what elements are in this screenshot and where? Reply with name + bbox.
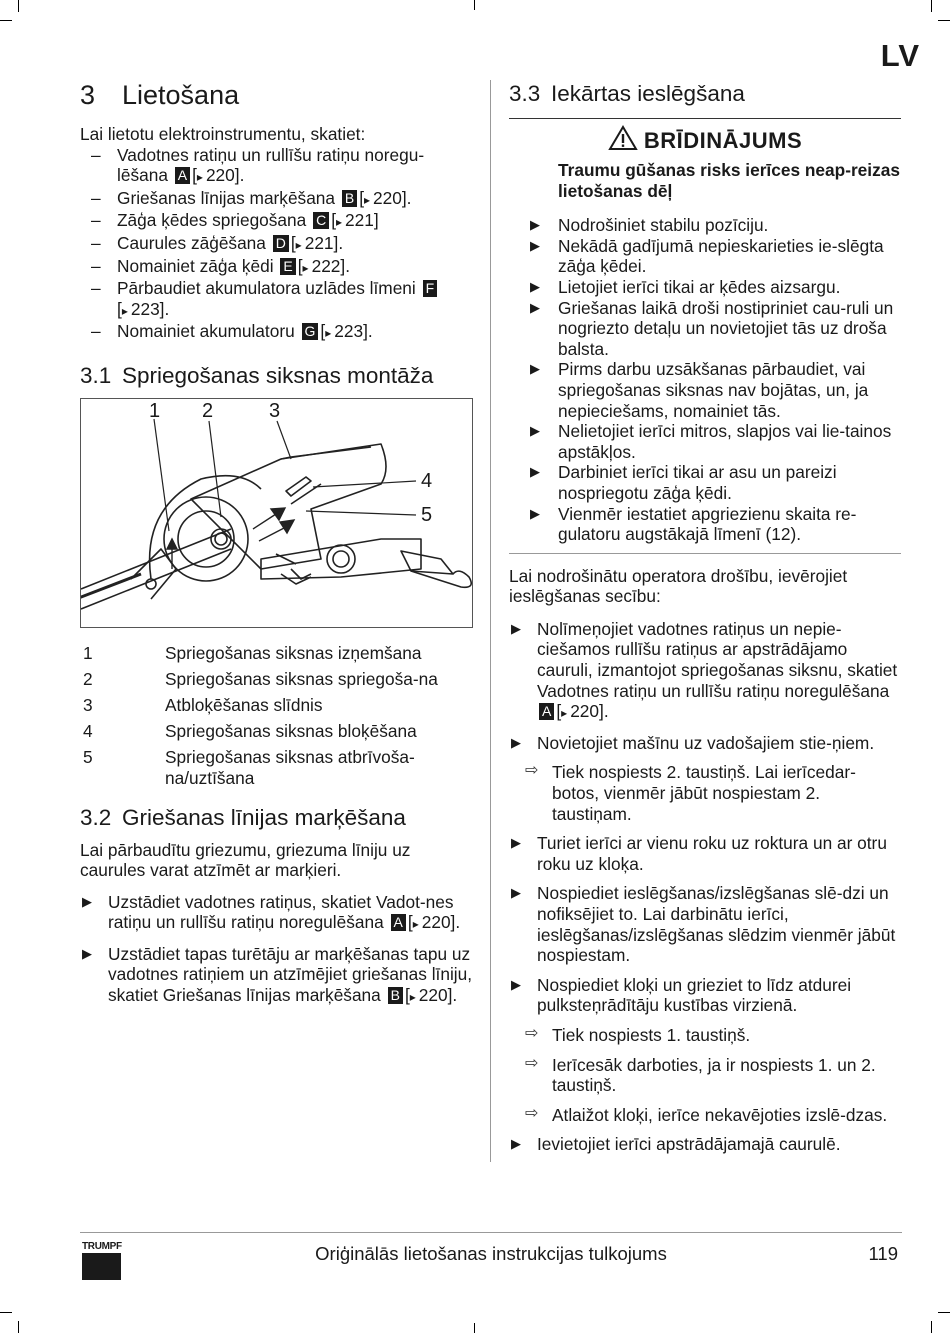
figure-label: 3 bbox=[269, 399, 281, 422]
legend-number: 2 bbox=[83, 669, 93, 690]
item-text: Nomainiet zāģa ķēdi bbox=[117, 255, 274, 276]
section-title: Lietošana bbox=[122, 80, 240, 110]
legend-number: 3 bbox=[83, 695, 93, 716]
page-reference-link[interactable]: ▸ 220]. bbox=[413, 912, 460, 932]
crop-mark bbox=[474, 1323, 475, 1333]
figure-label: 4 bbox=[421, 469, 433, 492]
page-reference-link[interactable]: ▸ 223]. bbox=[325, 321, 372, 341]
legend-number: 4 bbox=[83, 721, 93, 742]
tension-strap-figure bbox=[80, 398, 473, 628]
step-text: Uzstādiet tapas turētāju ar marķēšanas tapu uz vadotnes ratiņiem un atzīmējiet griešanas līniju, skatiet Griešanas līnijas marķēšana bbox=[108, 943, 473, 1006]
legend-number: 1 bbox=[83, 642, 93, 663]
section-title: Griešanas līnijas marķēšana bbox=[122, 804, 406, 830]
legend-row bbox=[80, 643, 473, 664]
step-text: Novietojiet mašīnu uz vadošajiem stie-ņiem. bbox=[537, 732, 875, 753]
crop-mark bbox=[931, 1321, 932, 1333]
step-text: Nolīmeņojiet vadotnes ratiņus un nepie-ciešamos rullīšu ratiņus ar apstrādājamo cauruli, izmantojot spriegošanas siksnu, skatiet Vadotnes ratiņu un rullīšu ratiņu noregulēšana bbox=[537, 618, 898, 701]
crop-mark bbox=[931, 0, 932, 12]
step-text: Nospiediet kloķi un grieziet to līdz atdurei pulksteņrādītāju kustības virzienā. bbox=[537, 974, 852, 1016]
warning-title: BRĪDINĀJUMS bbox=[643, 128, 803, 153]
legend-text: Spriegošanas siksnas atbrīvoša-na/uztīšana bbox=[165, 747, 415, 788]
step-item: ▶ Uzstādiet vadotnes ratiņus, skatiet Vadot-nes ratiņu un rullīšu ratiņu noregulēšana A [▸ 220]. bbox=[80, 892, 473, 935]
page-number: 119 bbox=[868, 1243, 898, 1264]
page-reference-link[interactable]: ▸ 223]. bbox=[122, 299, 169, 319]
left-column bbox=[80, 78, 473, 1008]
legend-text: Spriegošanas siksnas izņemšana bbox=[165, 642, 422, 663]
warning-subheading: Traumu gūšanas risks ierīces neap-reizas lietošanas dēļ bbox=[558, 160, 900, 201]
section-3-intro: Lai lietotu elektroinstrumentu, skatiet: bbox=[80, 124, 366, 144]
result-item: ⇨ Tiek nospiests 1. taustiņš. bbox=[509, 1025, 901, 1046]
warning-item: ▶ Darbiniet ierīci tikai ar asu un pareizi nospriegotu zāģa ķēdi. bbox=[509, 462, 901, 503]
page-reference-link[interactable]: ▸ 220]. bbox=[364, 188, 411, 208]
footer-rule bbox=[80, 1232, 902, 1233]
section-number: 3.1 bbox=[80, 362, 112, 388]
crop-mark bbox=[18, 0, 19, 12]
item-text: Nomainiet akumulatoru bbox=[117, 321, 295, 342]
warning-item: ▶ Nodrošiniet stabilu pozīciju. bbox=[509, 215, 901, 236]
figure-key-badge: A bbox=[391, 914, 406, 931]
step-text: Uzstādiet vadotnes ratiņus, skatiet Vadot-nes ratiņu un rullīšu ratiņu noregulēšana bbox=[108, 891, 454, 933]
warning-item: ▶ Vienmēr iestatiet apgriezienu skaita re-gulatoru augstākajā līmenī (12). bbox=[509, 504, 901, 545]
warning-triangle-icon bbox=[608, 125, 638, 151]
section-3-2-heading bbox=[80, 804, 473, 832]
step-item: ▶ Nospiediet ieslēgšanas/izslēgšanas slē-dzi un nofiksējiet to. Lai darbinātu ierīci, ieslēgšanas/izslēgšanas slēdzim vienmēr jābūt nospiestam. bbox=[509, 883, 901, 965]
warning-item: ▶ Nelietojiet ierīci mitros, slapjos vai lie-tainos apstākļos. bbox=[509, 421, 901, 462]
step-item bbox=[509, 733, 901, 824]
page-reference-link[interactable]: ▸ 220]. bbox=[410, 985, 457, 1005]
list-item: – Vadotnes ratiņu un rullīšu ratiņu noregu-lēšana A [▸ 220]. bbox=[80, 145, 473, 188]
legend-text: Spriegošanas siksnas bloķēšana bbox=[165, 721, 417, 742]
section-number: 3 bbox=[80, 80, 96, 110]
section-3-1-heading bbox=[80, 362, 473, 390]
page-reference-link[interactable]: ▸ 221] bbox=[336, 210, 379, 230]
figure-legend bbox=[80, 643, 473, 789]
item-text: Zāģa ķēdes spriegošana bbox=[117, 210, 307, 231]
brand-logo-text: TRUMPF bbox=[82, 1241, 122, 1252]
figure-key-badge: F bbox=[423, 280, 438, 297]
section-3-3-heading bbox=[509, 78, 901, 110]
warning-item: ▶ Pirms darbu uzsākšanas pārbaudiet, vai spriegošanas siksnas nav bojātas, un, ja nepieciešams, nomainiet tās. bbox=[509, 359, 901, 421]
figure-key-badge: E bbox=[280, 258, 295, 275]
section-title: Spriegošanas siksnas montāža bbox=[122, 362, 434, 388]
list-item: – Nomainiet akumulatoru G [▸ 223]. bbox=[80, 321, 473, 344]
item-text: Pārbaudiet akumulatora uzlādes līmeni bbox=[117, 278, 416, 299]
step-item bbox=[509, 975, 901, 1126]
section-3-2-steps bbox=[80, 892, 473, 1008]
figure-key-badge: C bbox=[313, 212, 329, 229]
right-column bbox=[509, 78, 901, 1155]
result-item: ⇨ Ierīcesāk darboties, ja ir nospiests 1. un 2. taustiņš. bbox=[509, 1055, 901, 1096]
figure-key-badge: A bbox=[539, 703, 554, 720]
figure-key-badge: G bbox=[302, 323, 319, 340]
figure-key-badge: B bbox=[388, 987, 403, 1004]
list-item: – Pārbaudiet akumulatora uzlādes līmeni F[▸ 223]. bbox=[80, 278, 473, 321]
legend-row bbox=[80, 747, 473, 788]
page-reference-link[interactable]: ▸ 220]. bbox=[561, 701, 608, 721]
warning-heading bbox=[509, 125, 901, 156]
page-reference-link[interactable]: ▸ 220]. bbox=[197, 165, 244, 185]
result-item: ⇨ Tiek nospiests 2. taustiņš. Lai ierīcedar-botos, vienmēr jābūt nospiestam 2. taustiņam. bbox=[509, 762, 901, 824]
result-item: ⇨ Atlaižot kloķi, ierīce nekavējoties izslē-dzas. bbox=[509, 1105, 901, 1126]
crop-mark bbox=[938, 20, 950, 21]
legend-row bbox=[80, 669, 473, 690]
legend-text: Atbloķēšanas slīdnis bbox=[165, 695, 323, 716]
item-text: Caurules zāģēšana bbox=[117, 232, 266, 253]
crop-mark bbox=[0, 1312, 12, 1313]
section-3-2-intro: Lai pārbaudītu griezumu, griezuma līniju uz caurules varat atzīmēt ar marķieri. bbox=[80, 839, 411, 881]
legend-text: Spriegošanas siksnas spriegoša-na bbox=[165, 669, 438, 690]
column-divider bbox=[490, 80, 491, 1162]
legend-row bbox=[80, 695, 473, 716]
footer-title: Oriģinālās lietošanas instrukcijas tulkojums bbox=[315, 1243, 667, 1264]
figure-label: 2 bbox=[202, 399, 214, 422]
warning-item: ▶ Griešanas laikā droši nostipriniet cau-ruli un nogriezto detaļu un novietojiet tās uz droša balsta. bbox=[509, 298, 901, 360]
warning-list bbox=[509, 215, 901, 545]
warning-item: ▶ Lietojiet ierīci tikai ar ķēdes aizsargu. bbox=[509, 277, 901, 298]
section-number: 3.3 bbox=[509, 81, 541, 106]
crop-mark bbox=[938, 1312, 950, 1313]
page-reference-link[interactable]: ▸ 222]. bbox=[303, 256, 350, 276]
crop-mark bbox=[18, 1321, 19, 1333]
figure-key-badge: D bbox=[273, 235, 289, 252]
figure-label: 1 bbox=[149, 399, 161, 422]
section-3-3-steps bbox=[509, 619, 901, 1155]
page-reference-link[interactable]: ▸ 221]. bbox=[296, 233, 343, 253]
list-item: – Zāģa ķēdes spriegošana C [▸ 221] bbox=[80, 210, 473, 233]
section-3-list bbox=[80, 145, 473, 344]
legend-number: 5 bbox=[83, 747, 93, 768]
list-item: – Nomainiet zāģa ķēdi E [▸ 222]. bbox=[80, 256, 473, 279]
section-3-heading bbox=[80, 78, 473, 112]
warning-box bbox=[509, 118, 901, 554]
legend-row bbox=[80, 721, 473, 742]
item-text: Griešanas līnijas marķēšana bbox=[117, 187, 336, 208]
step-item: ▶ Nolīmeņojiet vadotnes ratiņus un nepie-ciešamos rullīšu ratiņus ar apstrādājamo cauruli, izmantojot spriegošanas siksnu, skatiet Vadotnes ratiņu un rullīšu ratiņu noregulēšana A [▸ 220]. bbox=[509, 619, 901, 724]
language-code: LV bbox=[880, 38, 920, 73]
crop-mark bbox=[0, 20, 12, 21]
figure-label: 5 bbox=[421, 503, 433, 526]
list-item: – Caurules zāģēšana D [▸ 221]. bbox=[80, 233, 473, 256]
step-item: ▶ Turiet ierīci ar vienu roku uz roktura un ar otru roku uz kloķa. bbox=[509, 833, 901, 874]
figure-key-badge: B bbox=[342, 190, 357, 207]
crop-mark bbox=[474, 0, 475, 10]
list-item: – Griešanas līnijas marķēšana B [▸ 220]. bbox=[80, 188, 473, 211]
section-number: 3.2 bbox=[80, 804, 112, 830]
warning-item: ▶ Nekādā gadījumā nepieskarieties ie-slēgta zāģa ķēdei. bbox=[509, 236, 901, 277]
item-text: Vadotnes ratiņu un rullīšu ratiņu noregu-lēšana bbox=[117, 144, 425, 186]
section-title: Iekārtas ieslēgšana bbox=[551, 81, 745, 106]
ratchet-illustration bbox=[81, 399, 472, 627]
section-3-3-intro: Lai nodrošinātu operatora drošību, ievērojiet ieslēgšanas secību: bbox=[509, 565, 848, 607]
step-item: ▶ Ievietojiet ierīci apstrādājamajā caurulē. bbox=[509, 1134, 901, 1155]
figure-key-badge: A bbox=[175, 167, 190, 184]
step-item: ▶ Uzstādiet tapas turētāju ar marķēšanas tapu uz vadotnes ratiņiem un atzīmējiet griešanas līniju, skatiet Griešanas līnijas marķēšana B [▸ 220]. bbox=[80, 944, 473, 1008]
